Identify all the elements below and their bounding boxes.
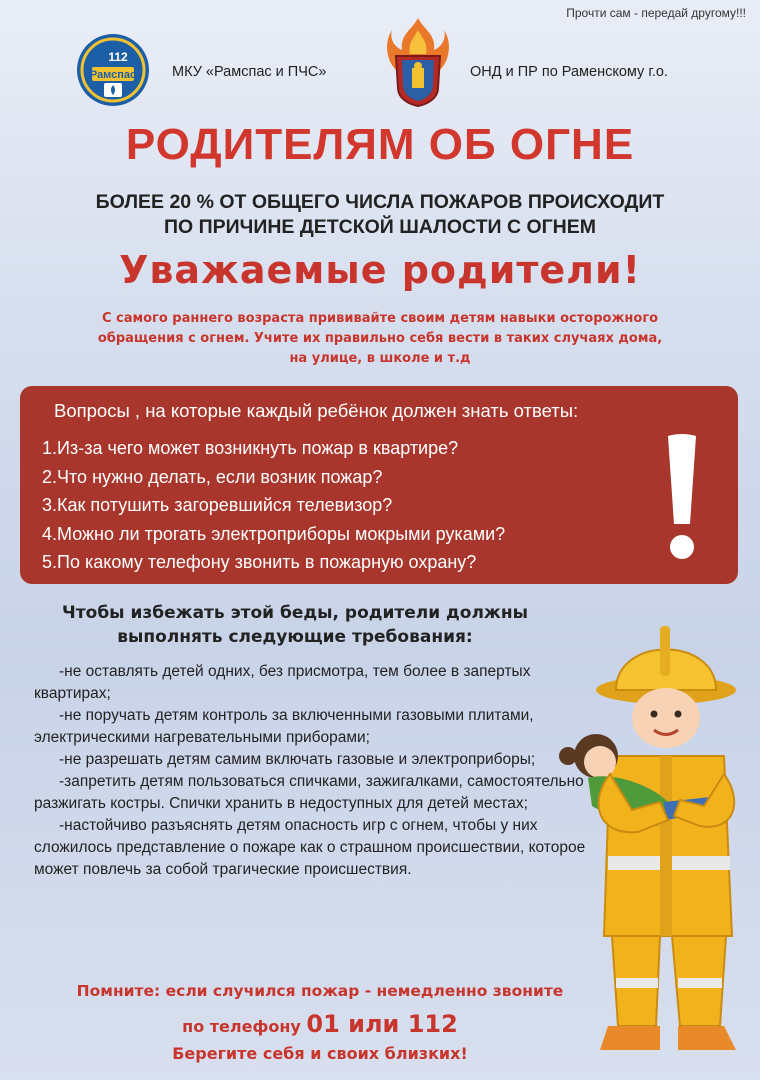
requirement-item: -не разрешать детям самим включать газовые и электроприборы; [59,751,536,768]
requirement-item: -не оставлять детей одних, без присмотра, тем более в запертых квартирах; [34,663,531,702]
exclamation-mark-icon [662,432,702,562]
intro-line: обращения с огнем. Учите их правильно себя вести в таких случаях дома, [97,331,663,346]
requirements-list [34,661,594,881]
questions-box [20,386,738,584]
requirement-item: -не поручать детям контроль за включенными газовыми плитами, электрическими нагревательными приборами; [34,707,534,746]
firefighter-holding-child-icon [548,606,748,1066]
subtitle [0,190,760,240]
intro-line: С самого раннего возраста прививайте своим детям навыки осторожного [101,311,659,326]
requirement-item: -запретить детям пользоваться спичками, зажигалками, самостоятельно разжигать костры. Спички хранить в недоступных для детей местах; [34,773,584,812]
question-item: 2.Что нужно делать, если возник пожар? [42,466,383,487]
logo-number: 112 [108,50,128,64]
requirement-item: -настойчиво разъяснять детям опасность игр с огнем, чтобы у них сложилось представление о пожаре как о страшном происшествии, которое может повлечь за собой трагические происшествия. [34,817,586,878]
fire-service-emblem-icon [382,16,454,108]
question-item: 1.Из-за чего может возникнуть пожар в квартире? [42,438,459,458]
questions-intro: Вопросы , на которые каждый ребёнок должен знать ответы: [54,400,579,421]
page-title: РОДИТЕЛЯМ ОБ ОГНЕ [125,120,635,169]
ramspas-logo-icon [76,33,150,107]
subtitle-line: ПО ПРИЧИНЕ ДЕТСКОЙ ШАЛОСТИ С ОГНЕМ [163,216,597,238]
tagline: Прочти сам - передай другому!!! [566,6,746,20]
logo-name: Рамспас [89,69,137,81]
intro-text [40,309,720,369]
left-org-name: МКУ «Рамспас и ПЧС» [172,64,327,80]
requirements-heading [30,601,560,649]
subtitle-line: БОЛЕЕ 20 % ОТ ОБЩЕГО ЧИСЛА ПОЖАРОВ ПРОИСХОДИТ [95,191,665,213]
questions-list [42,434,505,577]
remember-text: Помните: если случился пожар - немедленно звоните [76,982,564,1000]
question-item: 3.Как потушить загоревшийся телевизор? [42,495,393,515]
closing-text: Берегите себя и своих близких! [172,1044,468,1063]
phone-prefix: по телефону [182,1017,301,1036]
phone-numbers: 01 или 112 [306,1010,458,1038]
right-org-name: ОНД и ПР по Раменскому г.о. [470,64,668,80]
greeting: Уважаемые родители! [119,248,641,292]
phone-line [20,1010,620,1038]
intro-line: на улице, в школе и т.д [289,351,471,366]
requirements-heading-line: выполнять следующие требования: [117,627,473,647]
requirements-heading-line: Чтобы избежать этой беды, родители должны [62,603,528,623]
question-item: 5.По какому телефону звонить в пожарную охрану? [42,552,477,572]
question-item: 4.Можно ли трогать электроприборы мокрыми руками? [42,523,506,544]
